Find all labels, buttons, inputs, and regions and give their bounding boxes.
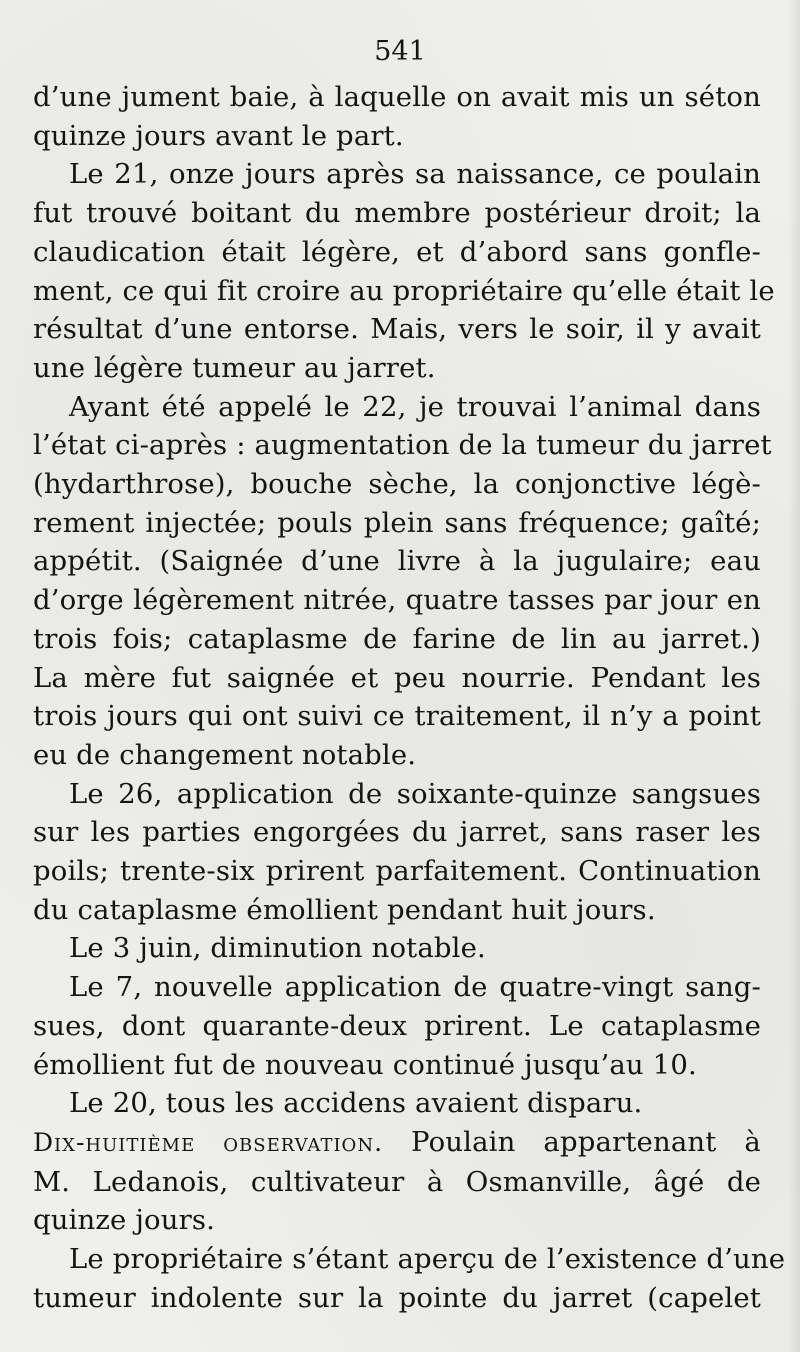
text-line: Ayant été appelé le 22, je trouvai l’animal dans bbox=[69, 390, 761, 423]
text-line: appétit. (Saignée d’une livre à la jugulaire; eau bbox=[33, 545, 761, 578]
text-line: quinze jours avant le part. bbox=[33, 119, 404, 152]
text-line: Le 20, tous les accidens avaient disparu. bbox=[69, 1087, 643, 1120]
observation-heading: Dix-huitième observation. bbox=[33, 1127, 384, 1157]
page-number: 541 bbox=[374, 36, 426, 67]
text-line: trois fois; cataplasme de farine de lin au jarret.) bbox=[33, 622, 761, 655]
text-line: d’orge légèrement nitrée, quatre tasses par jour en bbox=[33, 584, 761, 617]
text-line: une légère tumeur au jarret. bbox=[33, 351, 436, 384]
text-line: La mère fut saignée et peu nourrie. Pendant les bbox=[33, 661, 761, 694]
text-line: poils; trente-six prirent parfaitement. Continuation bbox=[33, 855, 761, 888]
text-line: claudication était légère, et d’abord sans gonfle- bbox=[33, 235, 761, 268]
text-line: fut trouvé boitant du membre postérieur droit; la bbox=[33, 197, 761, 230]
body-text bbox=[33, 78, 786, 1318]
text-line: émollient fut de nouveau continué jusqu’au 10. bbox=[33, 1048, 697, 1081]
text-line: Le 7, nouvelle application de quatre-vingt sang- bbox=[69, 971, 761, 1004]
text-line: Dix-huitième observation. Poulain appartenant à bbox=[33, 1125, 761, 1158]
text-line: (hydarthrose), bouche sèche, la conjonctive légè- bbox=[33, 468, 761, 501]
text-line: Le 26, application de soixante-quinze sangsues bbox=[69, 777, 761, 810]
text-line: eu de changement notable. bbox=[33, 738, 417, 771]
text-line: l’état ci-après : augmentation de la tumeur du jarret bbox=[33, 429, 772, 462]
text-line: rement injectée; pouls plein sans fréquence; gaîté; bbox=[33, 506, 761, 539]
text-line: sues, dont quarante-deux prirent. Le cataplasme bbox=[33, 1009, 761, 1042]
text-line: trois jours qui ont suivi ce traitement, il n’y a point bbox=[33, 700, 761, 733]
text-line: d’une jument baie, à laquelle on avait mis un séton bbox=[33, 81, 761, 113]
text-line: sur les parties engorgées du jarret, sans raser les bbox=[33, 816, 761, 849]
text-line: Le propriétaire s’étant aperçu de l’existence d’une bbox=[69, 1243, 786, 1276]
page-edge-shadow bbox=[788, 0, 800, 1352]
text-line: résultat d’une entorse. Mais, vers le soir, il y avait bbox=[33, 313, 761, 346]
text-line: ment, ce qui fit croire au propriétaire qu’elle était le bbox=[33, 274, 775, 307]
text-line: Le 3 juin, diminution notable. bbox=[69, 932, 486, 965]
text-line: M. Ledanois, cultivateur à Osmanville, âgé de bbox=[33, 1165, 761, 1198]
text-line: du cataplasme émollient pendant huit jours. bbox=[33, 893, 656, 926]
text-line: quinze jours. bbox=[33, 1204, 216, 1237]
text-line: tumeur indolente sur la pointe du jarret (capelet bbox=[33, 1281, 761, 1314]
text-line: Le 21, onze jours après sa naissance, ce poulain bbox=[69, 158, 761, 191]
